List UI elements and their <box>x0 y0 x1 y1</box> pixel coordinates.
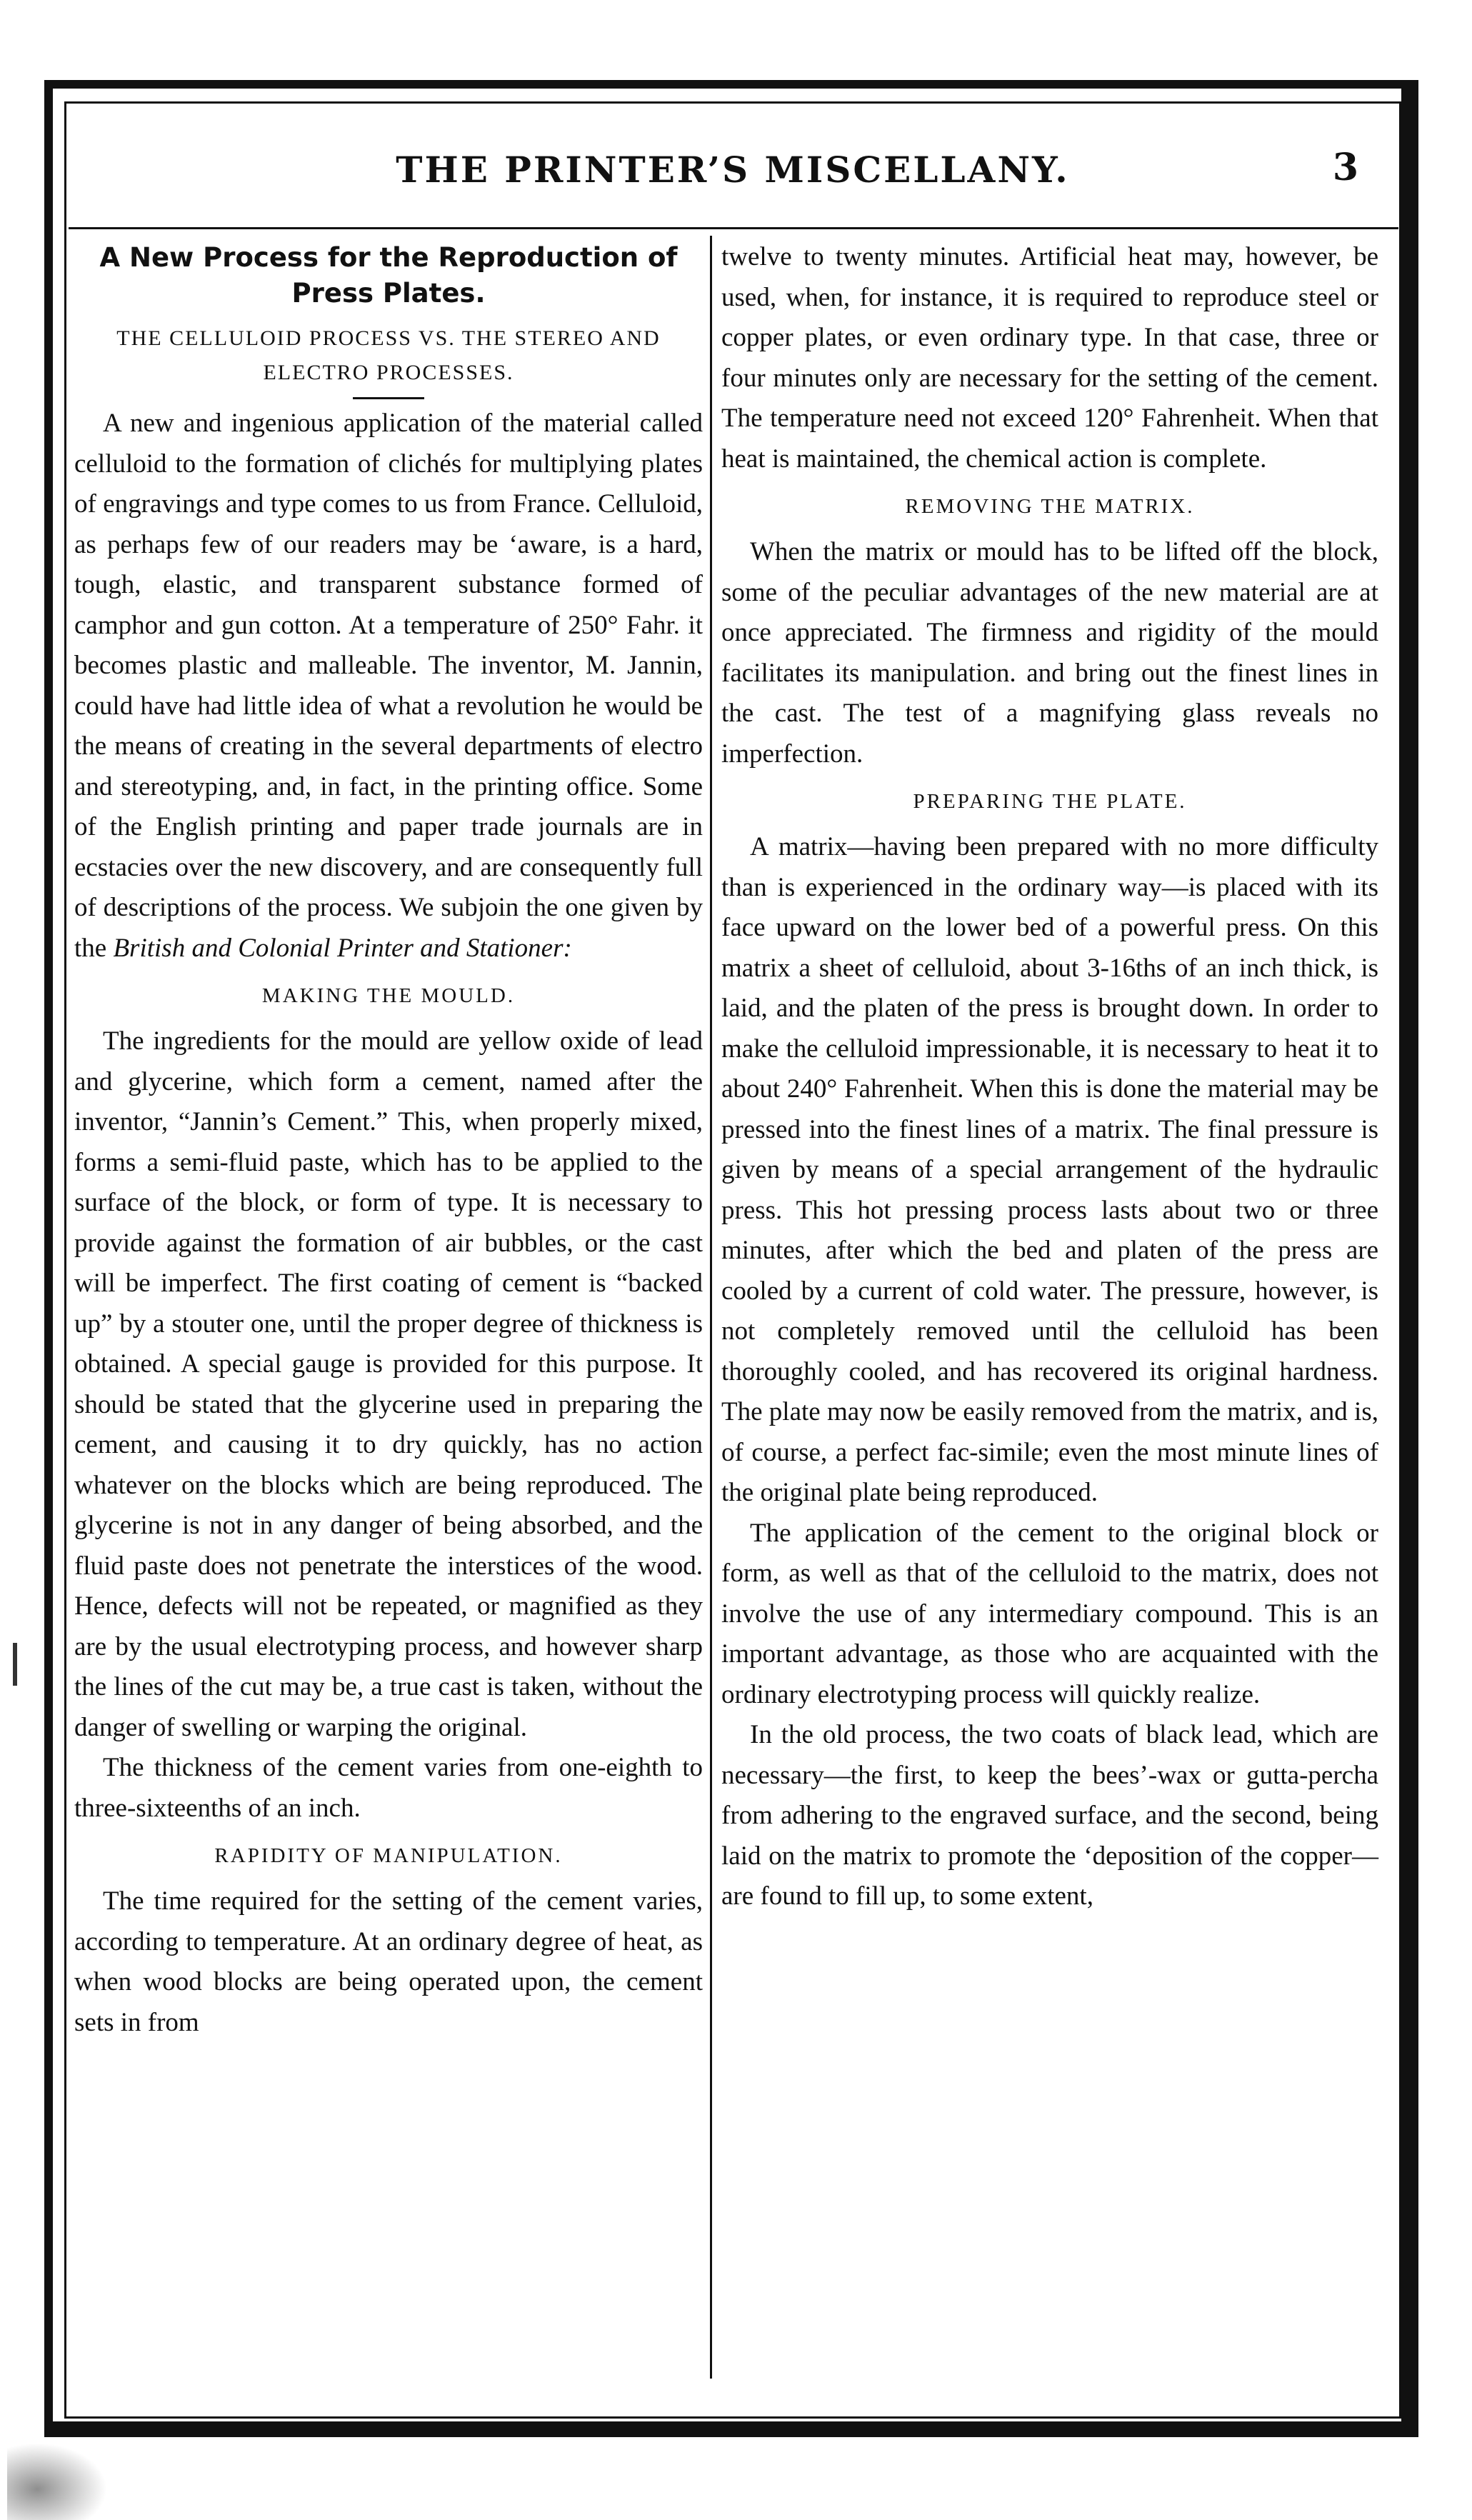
section-head-preparing-plate: PREPARING THE PLATE. <box>913 790 1187 813</box>
paragraph-cement-application: The application of the cement to the original block or form, as well as that of the celluloid to the matrix, does not involve the use of any intermediary compound. This is an important advantage, as those who are acquainted with the ordinary electrotyping process will quickly realize. <box>721 1518 1378 1709</box>
header-rule <box>69 227 1398 229</box>
section-head-removing-matrix: REMOVING THE MATRIX. <box>905 495 1195 518</box>
paragraph-old-process: In the old process, the two coats of black lead, which are necessary—the first, to keep the bees’-wax or gutta-percha from adhering to the engraved surface, and the second, being laid on the matrix to promote the ‘deposition of the copper—are found to fill up, to some extent, <box>721 1720 1378 1911</box>
journal-title: THE PRINTER’S MISCELLANY. <box>396 149 1070 191</box>
paragraph-mould-ingredients: The ingredients for the mould are yellow oxide of lead and glycerine, which form a cement, named after the inventor, “Jannin’s Cement.” This, when properly mixed, forms a semi-fluid paste, which has to be applied to the surface of the block, or form of type. It is necessary to provide against the formation of air bubbles, or the cast will be imperfect. The first coating of cement is “backed up” by a stouter one, until the proper degree of thickness is obtained. A special gauge is provided for this purpose. It should be stated that the glycerine used in preparing the cement, and causing it to dry quickly, has no action whatever on the blocks which are being reproduced. The glycerine is not in any danger of being absorbed, and the fluid paste does not penetrate the interstices of the wood. Hence, defects will not be repeated, or magnified as they are by the usual electrotyping process, and however sharp the lines of the cut may be, a true cast is taken, without the danger of swelling or warping the original. <box>74 1026 703 1742</box>
intro-paragraph <box>74 404 703 969</box>
section-head-making-mould: MAKING THE MOULD. <box>261 984 516 1007</box>
article-subtitle: THE CELLULOID PROCESS VS. THE STEREO AND ELECTRO PROCESSES. <box>116 326 661 384</box>
article-title-line2: Press Plates. <box>291 278 486 309</box>
intro-text: A new and ingenious application of the material called celluloid to the formation of clichés for multiplying plates of engravings and type comes to us from France. Celluloid, as perhaps few of our readers may be ‘aware, is a hard, tough, elastic, and transparent substance formed of camphor and gun cotton. At a temperature of 250° Fahr. it becomes plastic and malleable. The inventor, M. Jannin, could have had little idea of what a revolution he would be the means of creating in the several departments of electro and stereotyping, and, in fact, in the printing office. Some of the English printing and paper trade journals are in ecstacies over the new discovery, and are consequently full of descriptions of the process. We subjoin the one given by the <box>74 409 703 963</box>
article-title <box>74 240 703 311</box>
paragraph-setting-time-cont: twelve to twenty minutes. Artificial heat may, however, be used, when, for instance, it is required to reproduce steel or copper plates, or even ordinary type. In that case, three or four minutes only are necessary for the setting of the cement. The temperature need not exceed 120° Fahrenheit. When that heat is maintained, the chemical action is complete. <box>721 242 1378 474</box>
page-number: 3 <box>1332 146 1358 189</box>
section-head-rapidity: RAPIDITY OF MANIPULATION. <box>214 1844 563 1867</box>
paragraph-setting-time: The time required for the setting of the cement varies, according to temperature. At an ordinary degree of heat, as when wood blocks are being operated upon, the cement sets in from <box>74 1886 703 2037</box>
paragraph-preparing-plate: A matrix—having been prepared with no more difficulty than is experienced in the ordinary way—is placed with its face upward on the lower bed of a powerful press. On this matrix a sheet of celluloid, about 3-16ths of an inch thick, is laid, and the platen of the press is brought down. In order to make the celluloid impressionable, it is necessary to heat it to about 240° Fahrenheit. When this is done the material may be pressed into the finest lines of a matrix. The final pressure is given by means of a special arrangement of the hydraulic press. This hot pressing process lasts about two or three minutes, after which the bed and platen of the press are cooled by a current of cold water. The pressure, however, is not completely removed until the celluloid has been thoroughly cooled, and has recovered its original hardness. The plate may now be easily removed from the matrix, and is, of course, a perfect fac-simile; even the most minute lines of the original plate being reproduced. <box>721 832 1378 1507</box>
column-divider <box>710 236 712 2379</box>
paragraph-removing-matrix: When the matrix or mould has to be lifted off the block, some of the peculiar advantages of the new material are at once appreciated. The firmness and rigidity of the mould facilitates its manipulation. and bring out the finest lines in the cast. The test of a magnifying glass reveals no imperfection. <box>721 537 1378 769</box>
paragraph-mould-thickness: The thickness of the cement varies from one-eighth to three-sixteenths of an inch. <box>74 1753 703 1823</box>
publication-name: British and Colonial Printer and Stationer: <box>113 933 572 963</box>
running-head <box>64 136 1401 200</box>
article-title-line1: A New Process for the Reproduction of <box>99 242 678 273</box>
right-column <box>721 237 1378 1917</box>
margin-mark <box>13 1643 17 1686</box>
left-column <box>74 237 703 2043</box>
scan-smudge <box>7 2443 107 2520</box>
short-rule <box>353 397 424 399</box>
